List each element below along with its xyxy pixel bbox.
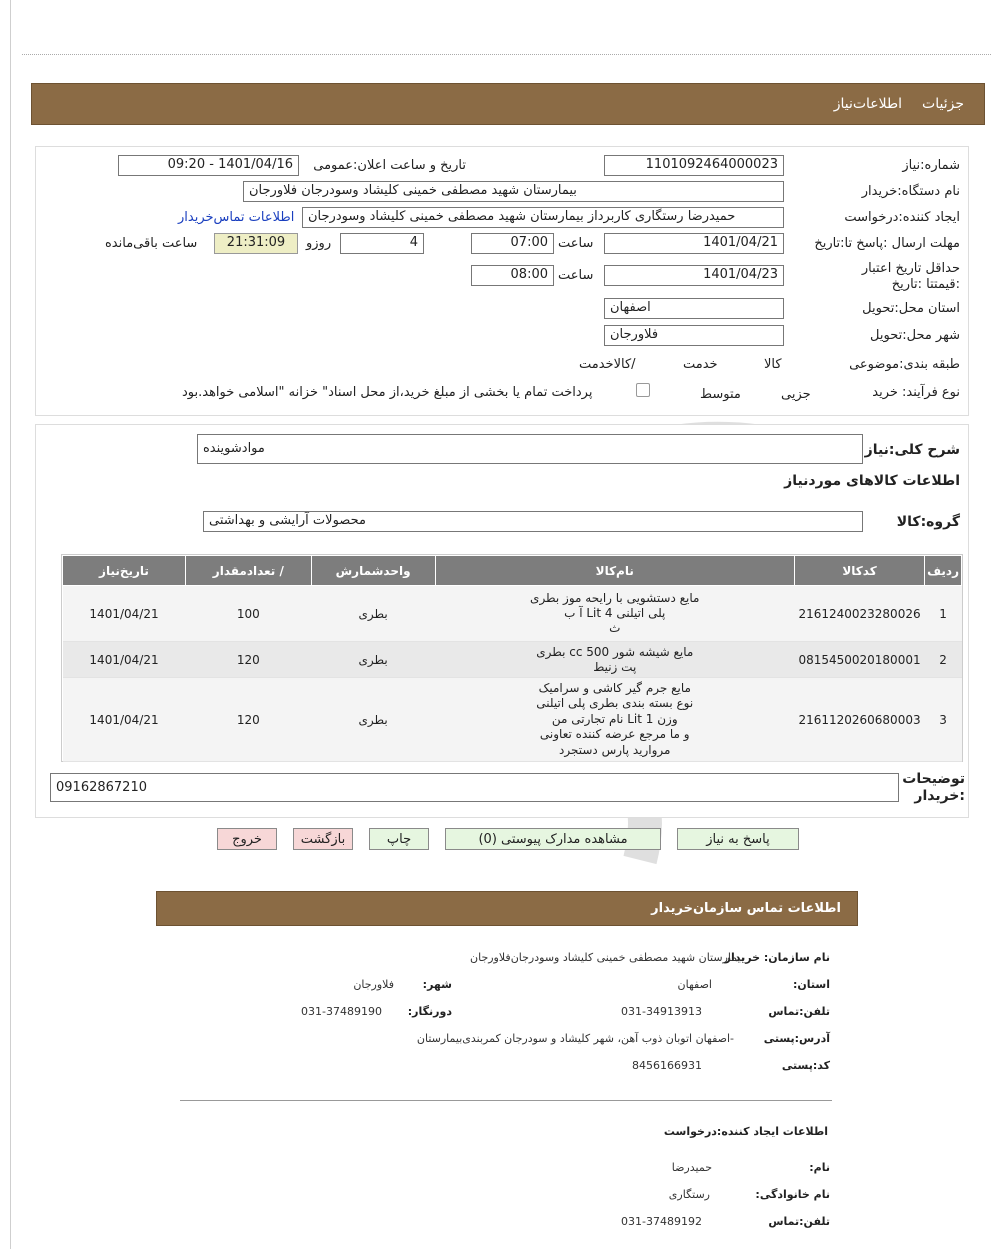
details-header-bar xyxy=(31,83,985,125)
validity-time-field: 08:00 xyxy=(471,265,554,286)
announce-label: تاریخ و ساعت اعلان:عمومی xyxy=(313,158,466,173)
need-number-field: 1101092464000023 xyxy=(604,155,784,176)
buyer-contact-title: اطلاعات تماس سازمان‌خریدار xyxy=(651,901,841,916)
table-row xyxy=(63,678,962,762)
contact-postal-label: کد:پستی xyxy=(781,1059,830,1072)
contact-province-label: استان: xyxy=(793,978,830,991)
items-table-frame xyxy=(61,554,963,762)
general-desc-field: موادشوینده xyxy=(197,434,863,464)
reply-button[interactable]: پاسخ به نیاز xyxy=(677,828,799,850)
requester-phone-label: تلفن:تماس xyxy=(768,1215,830,1228)
buyer-org-label: نام دستگاه:خریدار xyxy=(861,184,960,199)
requester-section-title: اطلاعات ایجاد کننده:درخواست xyxy=(663,1125,828,1138)
row-unit: بطری xyxy=(311,678,435,762)
buyer-contact-header xyxy=(156,891,858,926)
process-minor-label: جزیی xyxy=(781,387,811,402)
remaining-label: ساعت باقی‌مانده xyxy=(105,236,198,251)
row-date: 1401/04/21 xyxy=(63,642,186,678)
row-name-line: وزن 1 Lit نام تجارتی من xyxy=(551,711,678,726)
col-name-header: نام‌کالا xyxy=(435,556,794,586)
table-row xyxy=(63,642,962,678)
contact-province-value: اصفهان xyxy=(677,978,712,991)
row-qty: 120 xyxy=(186,678,312,762)
row-name-line: نوع بسته بندی بطری پلی اتیلنی xyxy=(536,696,694,711)
process-label: نوع فرآیند: خرید xyxy=(872,385,960,400)
goods-group-label: گروه:کالا xyxy=(896,514,960,530)
treasury-payment-note: پرداخت تمام یا بخشی از مبلغ خرید،از محل اسناد" خزانه "اسلامی خواهد.بود xyxy=(182,385,593,400)
col-unit-header: واحدشمارش xyxy=(311,556,435,586)
row-date: 1401/04/21 xyxy=(63,586,186,642)
category-service-label: خدمت xyxy=(683,357,718,372)
left-border-line xyxy=(10,0,11,1249)
row-name xyxy=(435,586,794,642)
announce-field: 1401/04/16 - 09:20 xyxy=(118,155,299,176)
dotted-divider xyxy=(22,54,991,55)
general-desc-label: شرح کلی:نیاز xyxy=(864,442,960,458)
row-unit: بطری xyxy=(311,642,435,678)
buyer-notes-label-line2: :خریدار xyxy=(914,788,965,804)
exit-button[interactable]: خروج xyxy=(217,828,277,850)
buyer-notes-label xyxy=(902,771,965,805)
row-name-line: مروارید پارس دستجرد xyxy=(559,742,671,757)
contact-address-value: -اصفهان اتوبان ذوب آهن، شهر کلیشاد و سودرجان کمربندی‌بیمارستان xyxy=(416,1032,734,1045)
row-name-line: مایع جرم گیر کاشی و سرامیک xyxy=(538,680,691,695)
deadline-label: مهلت ارسال :پاسخ تا:تاریخ xyxy=(814,236,960,251)
requester-name-label: نام: xyxy=(809,1161,830,1174)
row-date: 1401/04/21 xyxy=(63,678,186,762)
row-unit: بطری xyxy=(311,586,435,642)
goods-group-field: محصولات آرایشی و بهداشتی xyxy=(203,511,863,532)
validity-date-field: 1401/04/23 xyxy=(604,265,784,286)
row-qty: 100 xyxy=(186,586,312,642)
contact-city-value: فلاورجان xyxy=(353,978,394,991)
row-qty: 120 xyxy=(186,642,312,678)
days-remaining-field: 4 xyxy=(340,233,424,254)
creator-field: حمیدرضا رستگاری کاربرداز بیمارستان شهید مصطفی خمینی کلیشاد وسودرجان xyxy=(302,207,784,228)
row-number: 1 xyxy=(925,586,962,642)
row-name-line: مایع دستشویی با رایحه موز بطری xyxy=(530,591,700,605)
contact-fax-label: دورنگار: xyxy=(407,1005,452,1018)
process-medium-label: متوسط xyxy=(700,387,741,402)
tab-details[interactable]: جزئیات xyxy=(922,96,964,112)
print-button[interactable]: چاپ xyxy=(369,828,429,850)
buyer-notes-label-line1: توضیحات xyxy=(902,771,965,787)
items-section-title: اطلاعات کالاهای موردنیاز xyxy=(784,473,960,489)
treasury-payment-checkbox[interactable] xyxy=(636,383,650,397)
row-code: 0815450020180001 xyxy=(794,642,924,678)
city-label: شهر محل:تحویل xyxy=(870,328,960,343)
row-number: 3 xyxy=(925,678,962,762)
contact-city-label: شهر: xyxy=(422,978,452,991)
validity-hour-label: ساعت xyxy=(558,268,594,283)
deadline-hour-label: ساعت xyxy=(558,236,594,251)
col-qty-header: / تعدادمقدار xyxy=(186,556,312,586)
table-row xyxy=(63,586,962,642)
tab-need-info[interactable]: اطلاعات‌نیاز xyxy=(833,96,903,112)
days-label: روزو xyxy=(306,236,332,251)
col-date-header: تاریخ‌نیاز xyxy=(63,556,186,586)
contact-address-label: آدرس:پستی xyxy=(763,1032,830,1045)
province-field: اصفهان xyxy=(604,298,784,319)
contact-phone-value: 031-34913913 xyxy=(621,1005,702,1018)
buyer-contact-link[interactable]: اطلاعات تماس‌خریدار xyxy=(178,210,295,225)
deadline-date-field: 1401/04/21 xyxy=(604,233,784,254)
category-label: طبقه بندی:موضوعی xyxy=(849,357,960,372)
buyer-org-field: بیمارستان شهید مصطفی خمینی کلیشاد وسودرجان فلاورجان xyxy=(243,181,784,202)
requester-name-value: حمیدرضا xyxy=(671,1161,712,1174)
row-name-line: پلی اتیلنی 4 Lit آ ب xyxy=(564,606,666,620)
row-name xyxy=(435,678,794,762)
contact-postal-value: 8456166931 xyxy=(632,1059,702,1072)
creator-label: ایجاد کننده:درخواست xyxy=(844,210,960,225)
col-code-header: کدکالا xyxy=(794,556,924,586)
requester-phone-value: 031-37489192 xyxy=(621,1215,702,1228)
row-name-line: پت زنیط xyxy=(593,659,637,674)
back-button[interactable]: بازگشت xyxy=(293,828,353,850)
row-name-line: ث xyxy=(609,621,621,635)
row-code: 2161120260680003 xyxy=(794,678,924,762)
org-name-label: نام سازمان: خریدار xyxy=(724,951,830,964)
row-name-line: مایع شیشه شور 500 cc بطری xyxy=(536,644,694,659)
contact-divider xyxy=(180,1100,832,1101)
view-attachments-button[interactable]: مشاهده مدارک پیوستی (0) xyxy=(445,828,661,850)
row-name-line: و ما مرجع عرضه کننده تعاونی xyxy=(539,727,690,742)
province-label: استان محل:تحویل xyxy=(862,301,960,316)
row-name xyxy=(435,642,794,678)
remaining-time-field: 21:31:09 xyxy=(214,233,298,254)
requester-family-label: نام خانوادگی: xyxy=(755,1188,830,1201)
contact-fax-value: 031-37489190 xyxy=(301,1005,382,1018)
row-code: 2161240023280026 xyxy=(794,586,924,642)
validity-label: حداقل تاریخ اعتبار :قیمتتا :تاریخ xyxy=(861,261,960,292)
need-number-label: شماره:نیاز xyxy=(902,158,960,173)
requester-family-value: رستگاری xyxy=(668,1188,710,1201)
contact-phone-label: تلفن:تماس xyxy=(768,1005,830,1018)
deadline-time-field: 07:00 xyxy=(471,233,554,254)
items-table xyxy=(62,555,962,762)
category-goods-label: کالا xyxy=(764,357,782,372)
city-field: فلاورجان xyxy=(604,325,784,346)
category-goods-service-label: /کالاخدمت xyxy=(579,357,636,372)
row-number: 2 xyxy=(925,642,962,678)
org-name-value: بیمارستان شهید مصطفی خمینی کلیشاد وسودرجان‌فلاورجان xyxy=(470,951,744,964)
col-row-header: ردیف xyxy=(925,556,962,586)
buyer-notes-field: 09162867210 xyxy=(50,773,899,802)
